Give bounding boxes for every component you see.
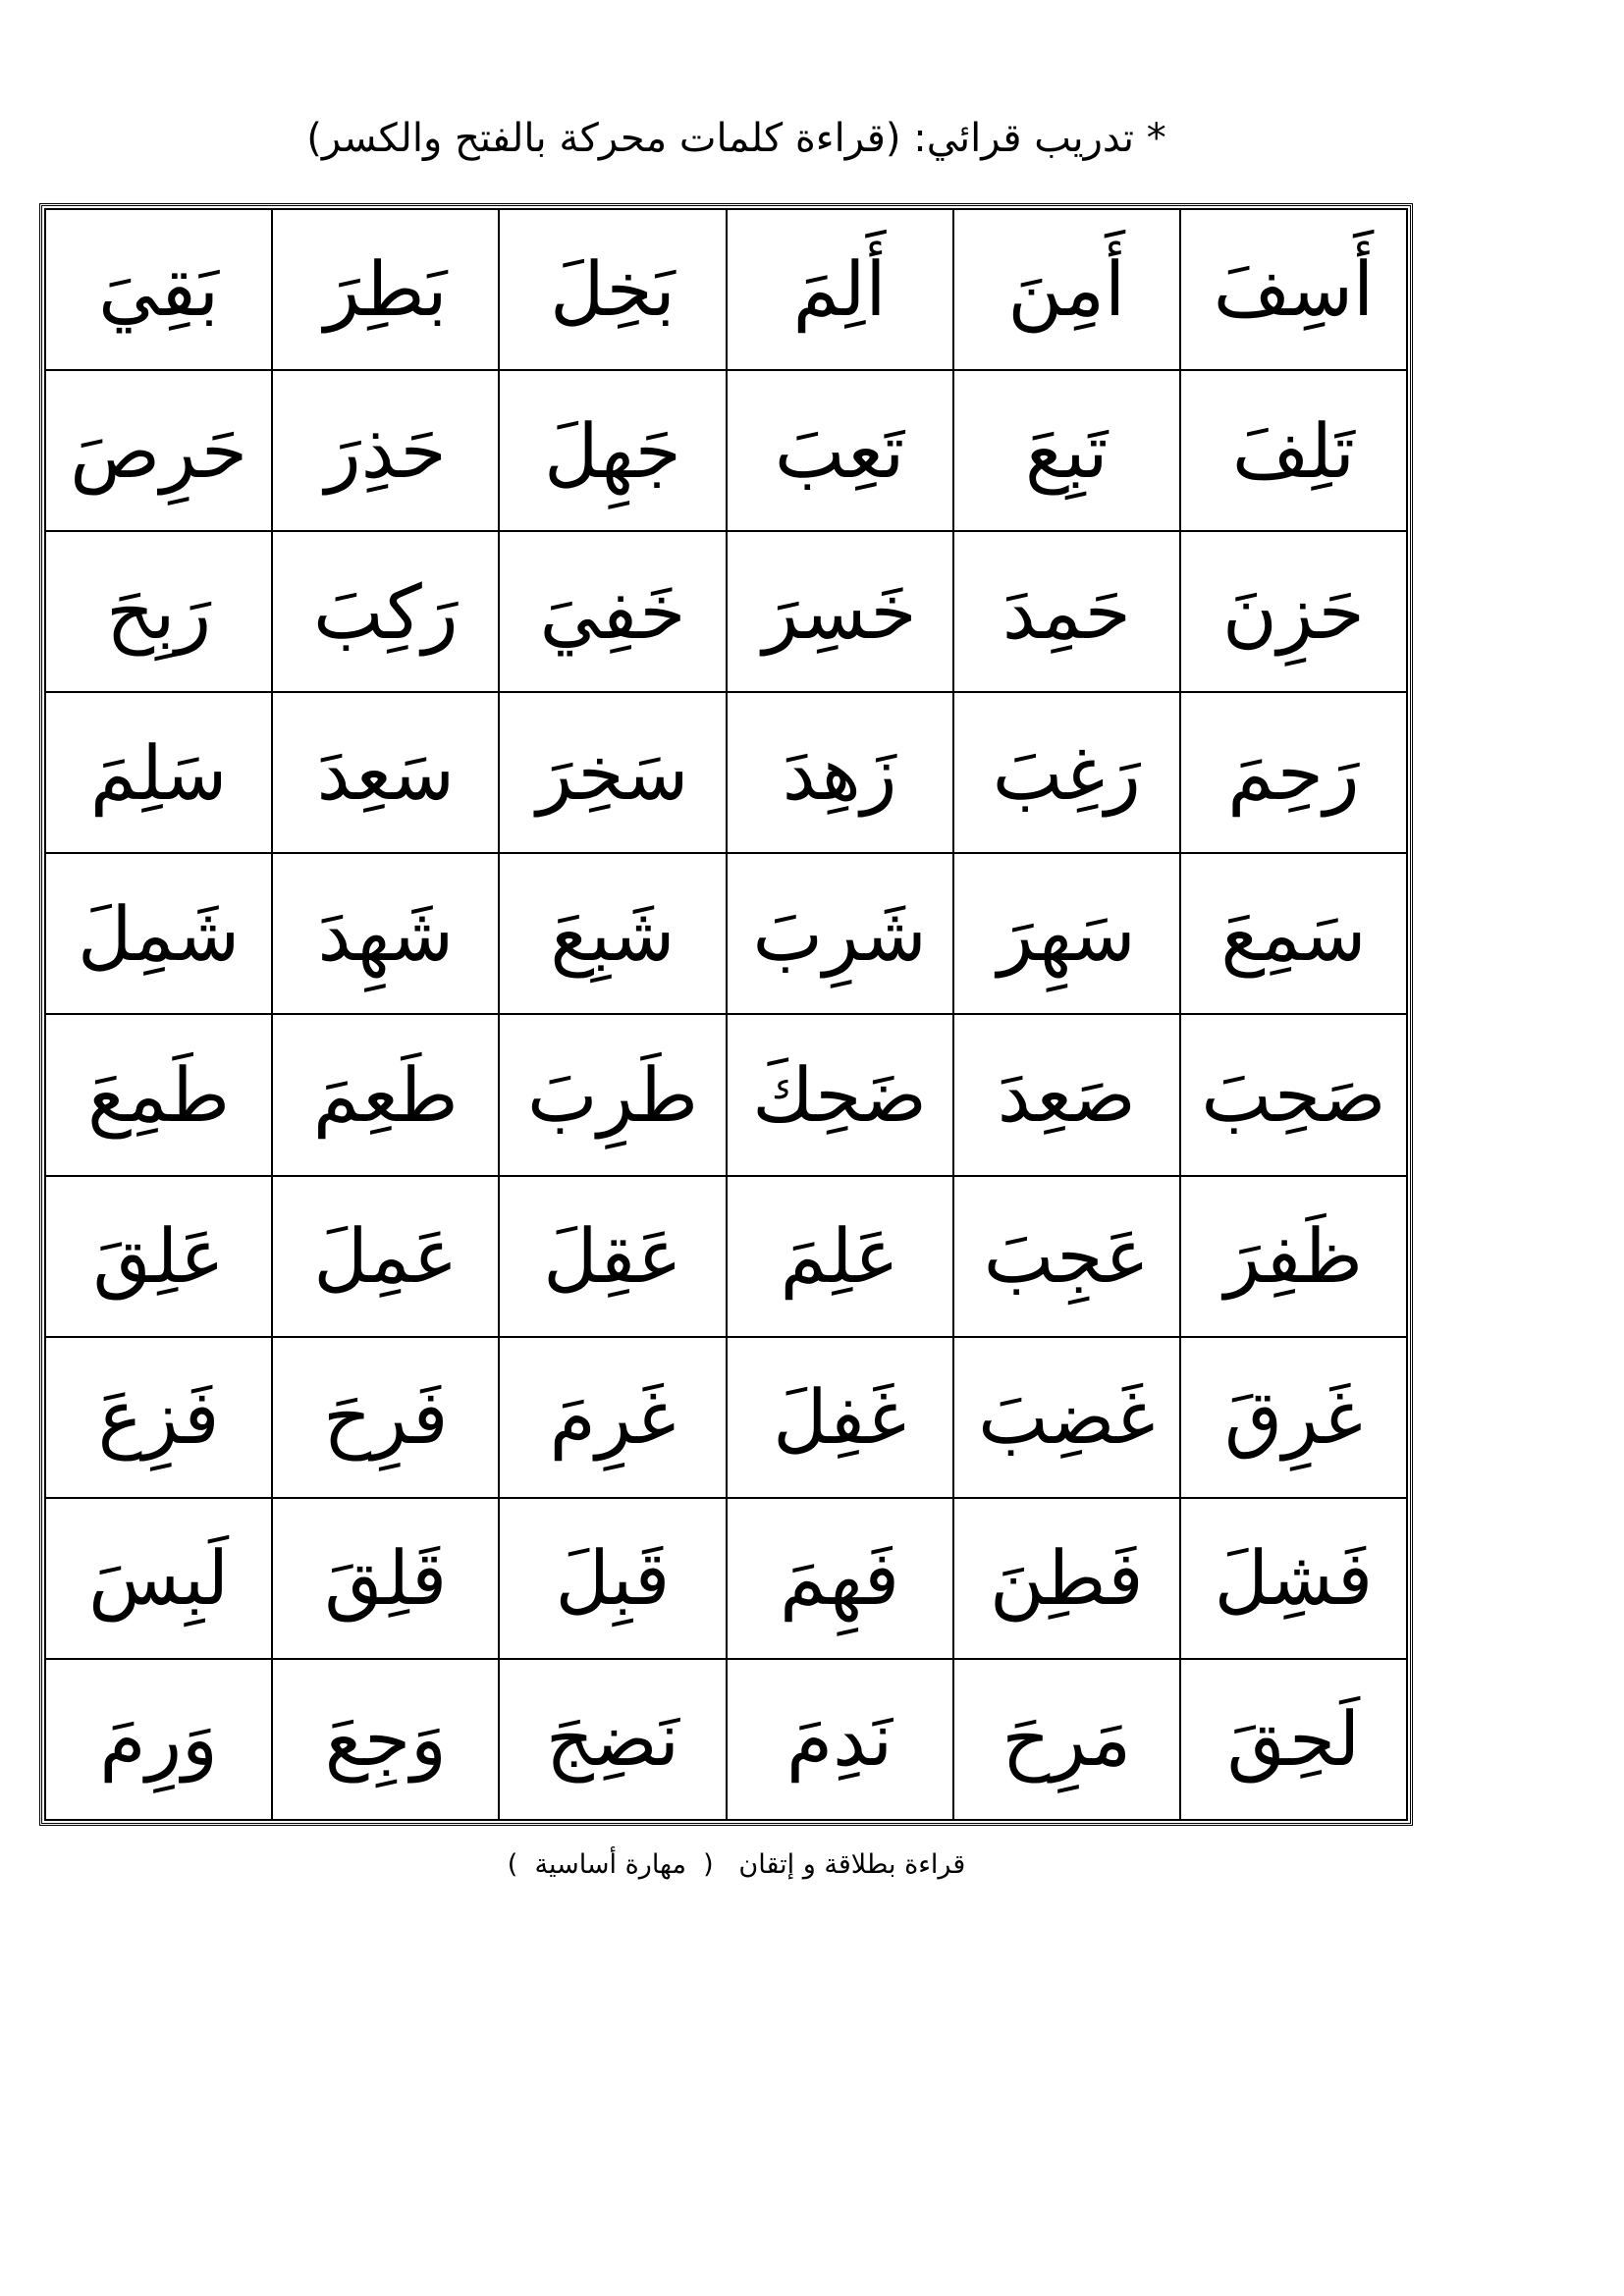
word-cell: بَطِرَ [272,209,499,370]
word-cell: مَرِحَ [953,1659,1180,1820]
word-cell: فَهِمَ [727,1498,953,1659]
word-cell: شَهِدَ [272,853,499,1014]
word-cell: نَدِمَ [727,1659,953,1820]
word-cell: لَحِقَ [1180,1659,1407,1820]
word-cell: جَهِلَ [499,370,726,531]
word-cell: رَبِحَ [45,531,272,692]
word-cell: سَلِمَ [45,692,272,853]
word-cell: غَضِبَ [953,1337,1180,1498]
table-row [45,1337,1407,1498]
word-cell: بَخِلَ [499,209,726,370]
word-cell: أَسِفَ [1180,209,1407,370]
word-cell: غَفِلَ [727,1337,953,1498]
word-cell: طَعِمَ [272,1014,499,1175]
word-cell: غَرِمَ [499,1337,726,1498]
word-cell: حَذِرَ [272,370,499,531]
table-row [45,1014,1407,1175]
word-cell: رَكِبَ [272,531,499,692]
word-cell: سَعِدَ [272,692,499,853]
word-cell: لَبِسَ [45,1498,272,1659]
table-row [45,1659,1407,1820]
word-cell: فَشِلَ [1180,1498,1407,1659]
word-cell: وَجِعَ [272,1659,499,1820]
word-cell: حَمِدَ [953,531,1180,692]
word-cell: بَقِيَ [45,209,272,370]
word-cell: غَرِقَ [1180,1337,1407,1498]
word-cell: زَهِدَ [727,692,953,853]
table-row [45,370,1407,531]
word-cell: أَلِمَ [727,209,953,370]
word-cell: خَفِيَ [499,531,726,692]
table-row [45,1176,1407,1337]
word-cell: حَزِنَ [1180,531,1407,692]
word-cell: ضَحِكَ [727,1014,953,1175]
word-cell: تَعِبَ [727,370,953,531]
word-cell: قَبِلَ [499,1498,726,1659]
word-cell: رَحِمَ [1180,692,1407,853]
words-table [44,208,1408,1821]
word-cell: عَلِقَ [45,1176,272,1337]
word-cell: تَبِعَ [953,370,1180,531]
word-cell: صَعِدَ [953,1014,1180,1175]
word-cell: عَلِمَ [727,1176,953,1337]
word-cell: طَمِعَ [45,1014,272,1175]
word-cell: وَرِمَ [45,1659,272,1820]
word-cell: عَمِلَ [272,1176,499,1337]
page-title: * تدريب قرائي: (قراءة كلمات محركة بالفتح والكسر) [306,116,1166,161]
word-cell: أَمِنَ [953,209,1180,370]
word-cell: طَرِبَ [499,1014,726,1175]
word-cell: فَطِنَ [953,1498,1180,1659]
word-cell: سَهِرَ [953,853,1180,1014]
table-row [45,209,1407,370]
word-cell: رَغِبَ [953,692,1180,853]
word-cell: تَلِفَ [1180,370,1407,531]
word-cell: شَبِعَ [499,853,726,1014]
word-cell: عَجِبَ [953,1176,1180,1337]
word-cell: شَمِلَ [45,853,272,1014]
word-cell: خَسِرَ [727,531,953,692]
table-row [45,1498,1407,1659]
footer-note: قراءة بطلاقة و إتقان ( مهارة أساسية ) [507,1849,966,1880]
word-cell: قَلِقَ [272,1498,499,1659]
table-row [45,531,1407,692]
word-cell: شَرِبَ [727,853,953,1014]
word-cell: فَزِعَ [45,1337,272,1498]
word-cell: ظَفِرَ [1180,1176,1407,1337]
word-cell: نَضِجَ [499,1659,726,1820]
words-table-frame [39,203,1413,1826]
table-row [45,692,1407,853]
words-table-body [45,209,1407,1820]
word-cell: سَخِرَ [499,692,726,853]
word-cell: عَقِلَ [499,1176,726,1337]
word-cell: سَمِعَ [1180,853,1407,1014]
word-cell: فَرِحَ [272,1337,499,1498]
table-row [45,853,1407,1014]
word-cell: صَحِبَ [1180,1014,1407,1175]
word-cell: حَرِصَ [45,370,272,531]
